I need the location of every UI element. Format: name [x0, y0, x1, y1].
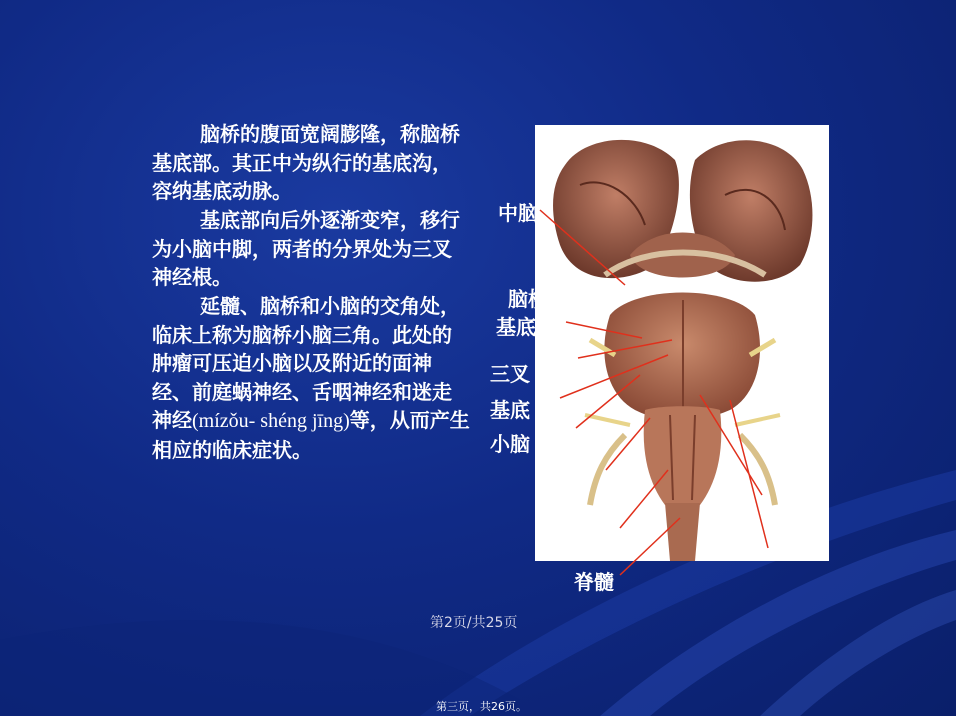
pinyin-text: (mízǒu- shéng jīng) — [192, 410, 350, 432]
label-cerebellum: 小脑 — [490, 432, 530, 456]
page-number: 第2页/共25页 — [430, 615, 518, 631]
paragraph-pons-ventral: 脑桥的腹面宽阔膨隆，称脑桥基底部。其正中为纵行的基底沟，容纳基底动脉。 — [152, 122, 460, 203]
label-pons: 脑桥 — [508, 287, 548, 311]
label-basilar-2: 基底 — [490, 398, 530, 422]
label-trigeminal: 三叉 — [490, 362, 530, 386]
page-number-small: 第三页，共26页。 — [436, 700, 527, 713]
label-midbrain: 中脑 — [498, 201, 538, 225]
label-basilar: 基底 — [496, 315, 536, 339]
paragraph-basilar-part: 基底部向后外逐渐变窄，移行为小脑中脚，两者的分界处为三叉神经根。 — [152, 208, 460, 289]
paragraph-cerebellopontine-angle: 延髓、脑桥和小脑的交角处，临床上称为脑桥小脑三角。此处的肿瘤可压迫小脑以及附近的面神经、前庭蜗神经、舌咽神经和迷走神经(mízǒu- shéng jīng)等，从而产生相应的临床症状。 — [152, 294, 470, 462]
label-spinal-cord: 脊髓 — [574, 570, 614, 594]
